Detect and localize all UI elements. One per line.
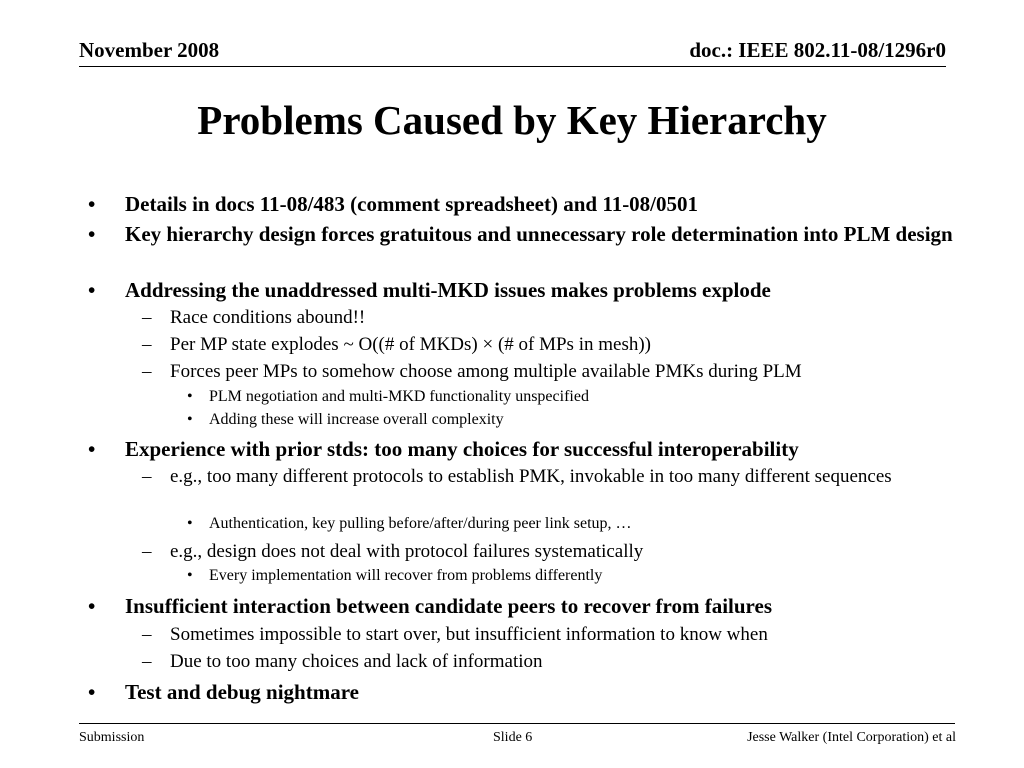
bullet-item-level-1 bbox=[88, 192, 955, 216]
bullet-item-level-2 bbox=[142, 307, 955, 328]
bullet-text: e.g., design does not deal with protocol failures systematically bbox=[170, 541, 644, 562]
bullet-marker: – bbox=[142, 541, 152, 562]
bullet-marker: • bbox=[88, 680, 96, 704]
bullet-text: Authentication, key pulling before/after/during peer link setup, … bbox=[209, 515, 632, 532]
bullet-text: Forces peer MPs to somehow choose among multiple available PMKs during PLM bbox=[170, 361, 802, 382]
bullet-marker: • bbox=[187, 567, 193, 584]
bullet-item-level-1 bbox=[88, 594, 955, 618]
bullet-marker: – bbox=[142, 334, 152, 355]
bullet-marker: • bbox=[88, 192, 96, 216]
bullet-item-level-2 bbox=[142, 541, 955, 562]
bullet-text: Test and debug nightmare bbox=[125, 680, 359, 704]
bullet-text: e.g., too many different protocols to establish PMK, invokable in too many different sequences bbox=[170, 466, 892, 487]
header-divider bbox=[79, 66, 946, 67]
bullet-marker: – bbox=[142, 307, 152, 328]
bullet-marker: – bbox=[142, 624, 152, 645]
footer-divider bbox=[79, 723, 955, 724]
bullet-text: Experience with prior stds: too many choices for successful interoperability bbox=[125, 437, 799, 461]
bullet-marker: – bbox=[142, 361, 152, 382]
bullet-text: Insufficient interaction between candidate peers to recover from failures bbox=[125, 594, 772, 618]
bullet-text: Due to too many choices and lack of information bbox=[170, 651, 543, 672]
bullet-marker: • bbox=[187, 515, 193, 532]
bullet-text: Race conditions abound!! bbox=[170, 307, 366, 328]
bullet-marker: • bbox=[88, 594, 96, 618]
bullet-item-level-3 bbox=[187, 567, 949, 585]
bullet-text: Key hierarchy design forces gratuitous and unnecessary role determination into PLM design bbox=[125, 222, 953, 246]
bullet-item-level-3 bbox=[187, 411, 949, 429]
bullet-item-level-1 bbox=[88, 222, 955, 246]
bullet-item-level-1 bbox=[88, 278, 955, 302]
bullet-marker: • bbox=[88, 437, 96, 461]
bullet-marker: • bbox=[187, 388, 193, 405]
bullet-item-level-2 bbox=[142, 624, 955, 645]
bullet-item-level-2 bbox=[142, 651, 955, 672]
bullet-marker: – bbox=[142, 466, 152, 487]
bullet-marker: • bbox=[88, 222, 96, 246]
bullet-text: Adding these will increase overall complexity bbox=[209, 411, 504, 428]
bullet-text: Addressing the unaddressed multi-MKD issues makes problems explode bbox=[125, 278, 771, 302]
bullet-item-level-3 bbox=[187, 515, 949, 533]
footer-author: Jesse Walker (Intel Corporation) et al bbox=[747, 730, 956, 745]
footer-slide-number: Slide 6 bbox=[493, 730, 533, 745]
bullet-text: Every implementation will recover from problems differently bbox=[209, 567, 603, 584]
slide-title: Problems Caused by Key Hierarchy bbox=[197, 97, 827, 143]
header-date: November 2008 bbox=[79, 38, 220, 62]
bullet-marker: – bbox=[142, 651, 152, 672]
bullet-text: Details in docs 11-08/483 (comment spreadsheet) and 11-08/0501 bbox=[125, 192, 699, 216]
bullet-item-level-1 bbox=[88, 680, 955, 704]
bullet-item-level-2 bbox=[142, 361, 955, 382]
header-doc-id: doc.: IEEE 802.11-08/1296r0 bbox=[689, 38, 946, 62]
bullet-marker: • bbox=[88, 278, 96, 302]
bullet-text: Per MP state explodes ~ O((# of MKDs) × (# of MPs in mesh)) bbox=[170, 334, 651, 355]
footer-submission: Submission bbox=[79, 730, 145, 745]
bullet-item-level-1 bbox=[88, 437, 955, 461]
bullet-marker: • bbox=[187, 411, 193, 428]
bullet-item-level-3 bbox=[187, 388, 949, 406]
bullet-item-level-2 bbox=[142, 334, 955, 355]
bullet-text: PLM negotiation and multi-MKD functionality unspecified bbox=[209, 388, 589, 405]
bullet-item-level-2 bbox=[142, 466, 955, 487]
bullet-text: Sometimes impossible to start over, but insufficient information to know when bbox=[170, 624, 768, 645]
